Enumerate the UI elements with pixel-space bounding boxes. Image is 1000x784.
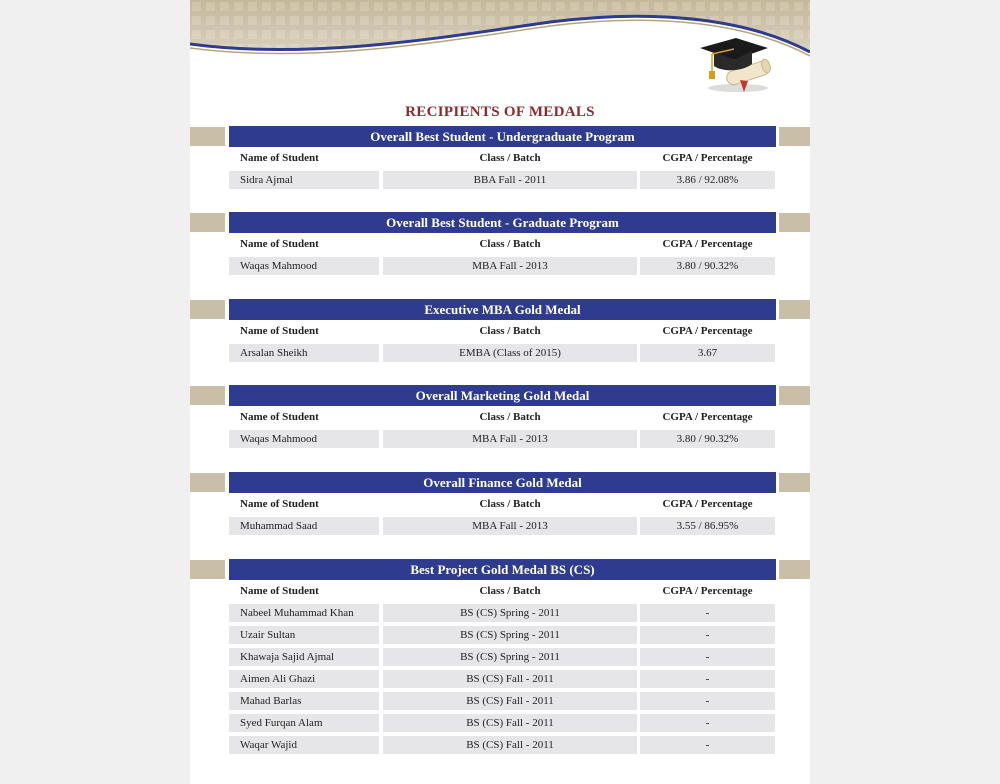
graduation-cap-diploma-icon (696, 36, 776, 94)
cgpa-cell: - (640, 670, 775, 688)
class-batch-cell: EMBA (Class of 2015) (383, 344, 637, 362)
section-tab-left (190, 560, 225, 579)
class-batch-cell: MBA Fall - 2013 (383, 517, 637, 535)
cgpa-cell: 3.67 (640, 344, 775, 362)
class-batch-cell: BS (CS) Spring - 2011 (383, 648, 637, 666)
section-header (190, 559, 810, 580)
section-header (190, 212, 810, 233)
class-batch-cell: BS (CS) Fall - 2011 (383, 714, 637, 732)
section-header (190, 472, 810, 493)
column-header-class: Class / Batch (479, 411, 541, 423)
cgpa-cell: 3.80 / 90.32% (640, 430, 775, 448)
column-header-cgpa: CGPA / Percentage (662, 238, 753, 250)
column-header-class: Class / Batch (479, 238, 541, 250)
column-headers (190, 147, 810, 170)
table-row (190, 256, 810, 278)
section-title: Executive MBA Gold Medal (229, 299, 776, 320)
student-name-cell: Arsalan Sheikh (229, 344, 379, 362)
section-header (190, 126, 810, 147)
section-tab-left (190, 127, 225, 146)
section-tab-right (779, 213, 810, 232)
class-batch-cell: BS (CS) Fall - 2011 (383, 670, 637, 688)
student-name-cell: Mahad Barlas (229, 692, 379, 710)
column-headers (190, 406, 810, 429)
column-header-cgpa: CGPA / Percentage (662, 152, 753, 164)
table-row (190, 516, 810, 538)
table-row (190, 170, 810, 192)
class-batch-cell: BS (CS) Spring - 2011 (383, 604, 637, 622)
table-row (190, 625, 810, 647)
table-row (190, 429, 810, 451)
column-header-class: Class / Batch (479, 325, 541, 337)
medal-section (190, 559, 810, 757)
section-title: Overall Best Student - Undergraduate Program (229, 126, 776, 147)
table-row (190, 343, 810, 365)
table-row (190, 647, 810, 669)
student-name-cell: Uzair Sultan (229, 626, 379, 644)
column-headers (190, 320, 810, 343)
class-batch-cell: BS (CS) Fall - 2011 (383, 736, 637, 754)
student-name-cell: Nabeel Muhammad Khan (229, 604, 379, 622)
class-batch-cell: MBA Fall - 2013 (383, 430, 637, 448)
page-title: RECIPIENTS OF MEDALS (405, 104, 595, 120)
column-header-cgpa: CGPA / Percentage (662, 411, 753, 423)
cgpa-cell: 3.80 / 90.32% (640, 257, 775, 275)
section-tab-right (779, 300, 810, 319)
section-header (190, 385, 810, 406)
table-row (190, 735, 810, 757)
class-batch-cell: BS (CS) Spring - 2011 (383, 626, 637, 644)
cgpa-cell: - (640, 692, 775, 710)
class-batch-cell: MBA Fall - 2013 (383, 257, 637, 275)
column-headers (190, 233, 810, 256)
table-row (190, 669, 810, 691)
column-header-class: Class / Batch (479, 585, 541, 597)
section-tab-left (190, 300, 225, 319)
column-header-name: Name of Student (240, 325, 319, 337)
student-name-cell: Khawaja Sajid Ajmal (229, 648, 379, 666)
cgpa-cell: - (640, 604, 775, 622)
column-header-name: Name of Student (240, 411, 319, 423)
student-name-cell: Aimen Ali Ghazi (229, 670, 379, 688)
section-title: Overall Best Student - Graduate Program (229, 212, 776, 233)
section-tab-right (779, 473, 810, 492)
column-header-cgpa: CGPA / Percentage (662, 498, 753, 510)
cgpa-cell: 3.55 / 86.95% (640, 517, 775, 535)
table-row (190, 691, 810, 713)
section-header (190, 299, 810, 320)
class-batch-cell: BBA Fall - 2011 (383, 171, 637, 189)
section-tab-left (190, 386, 225, 405)
column-headers (190, 493, 810, 516)
column-header-cgpa: CGPA / Percentage (662, 585, 753, 597)
student-name-cell: Syed Furqan Alam (229, 714, 379, 732)
student-name-cell: Muhammad Saad (229, 517, 379, 535)
student-name-cell: Waqar Wajid (229, 736, 379, 754)
column-header-cgpa: CGPA / Percentage (662, 325, 753, 337)
section-title: Overall Finance Gold Medal (229, 472, 776, 493)
medal-section (190, 385, 810, 451)
class-batch-cell: BS (CS) Fall - 2011 (383, 692, 637, 710)
column-header-class: Class / Batch (479, 152, 541, 164)
student-name-cell: Waqas Mahmood (229, 257, 379, 275)
column-header-name: Name of Student (240, 238, 319, 250)
section-tab-left (190, 473, 225, 492)
table-row (190, 713, 810, 735)
cgpa-cell: - (640, 736, 775, 754)
column-header-name: Name of Student (240, 498, 319, 510)
cgpa-cell: - (640, 714, 775, 732)
column-header-class: Class / Batch (479, 498, 541, 510)
student-name-cell: Sidra Ajmal (229, 171, 379, 189)
section-tab-right (779, 386, 810, 405)
cgpa-cell: - (640, 626, 775, 644)
medal-section (190, 299, 810, 365)
cgpa-cell: - (640, 648, 775, 666)
medal-section (190, 472, 810, 538)
table-row (190, 603, 810, 625)
column-header-name: Name of Student (240, 585, 319, 597)
medal-section (190, 126, 810, 192)
medal-section (190, 212, 810, 278)
section-tab-right (779, 560, 810, 579)
document-page (190, 0, 810, 784)
student-name-cell: Waqas Mahmood (229, 430, 379, 448)
cgpa-cell: 3.86 / 92.08% (640, 171, 775, 189)
column-headers (190, 580, 810, 603)
section-tab-left (190, 213, 225, 232)
column-header-name: Name of Student (240, 152, 319, 164)
section-title: Best Project Gold Medal BS (CS) (229, 559, 776, 580)
section-title: Overall Marketing Gold Medal (229, 385, 776, 406)
section-tab-right (779, 127, 810, 146)
